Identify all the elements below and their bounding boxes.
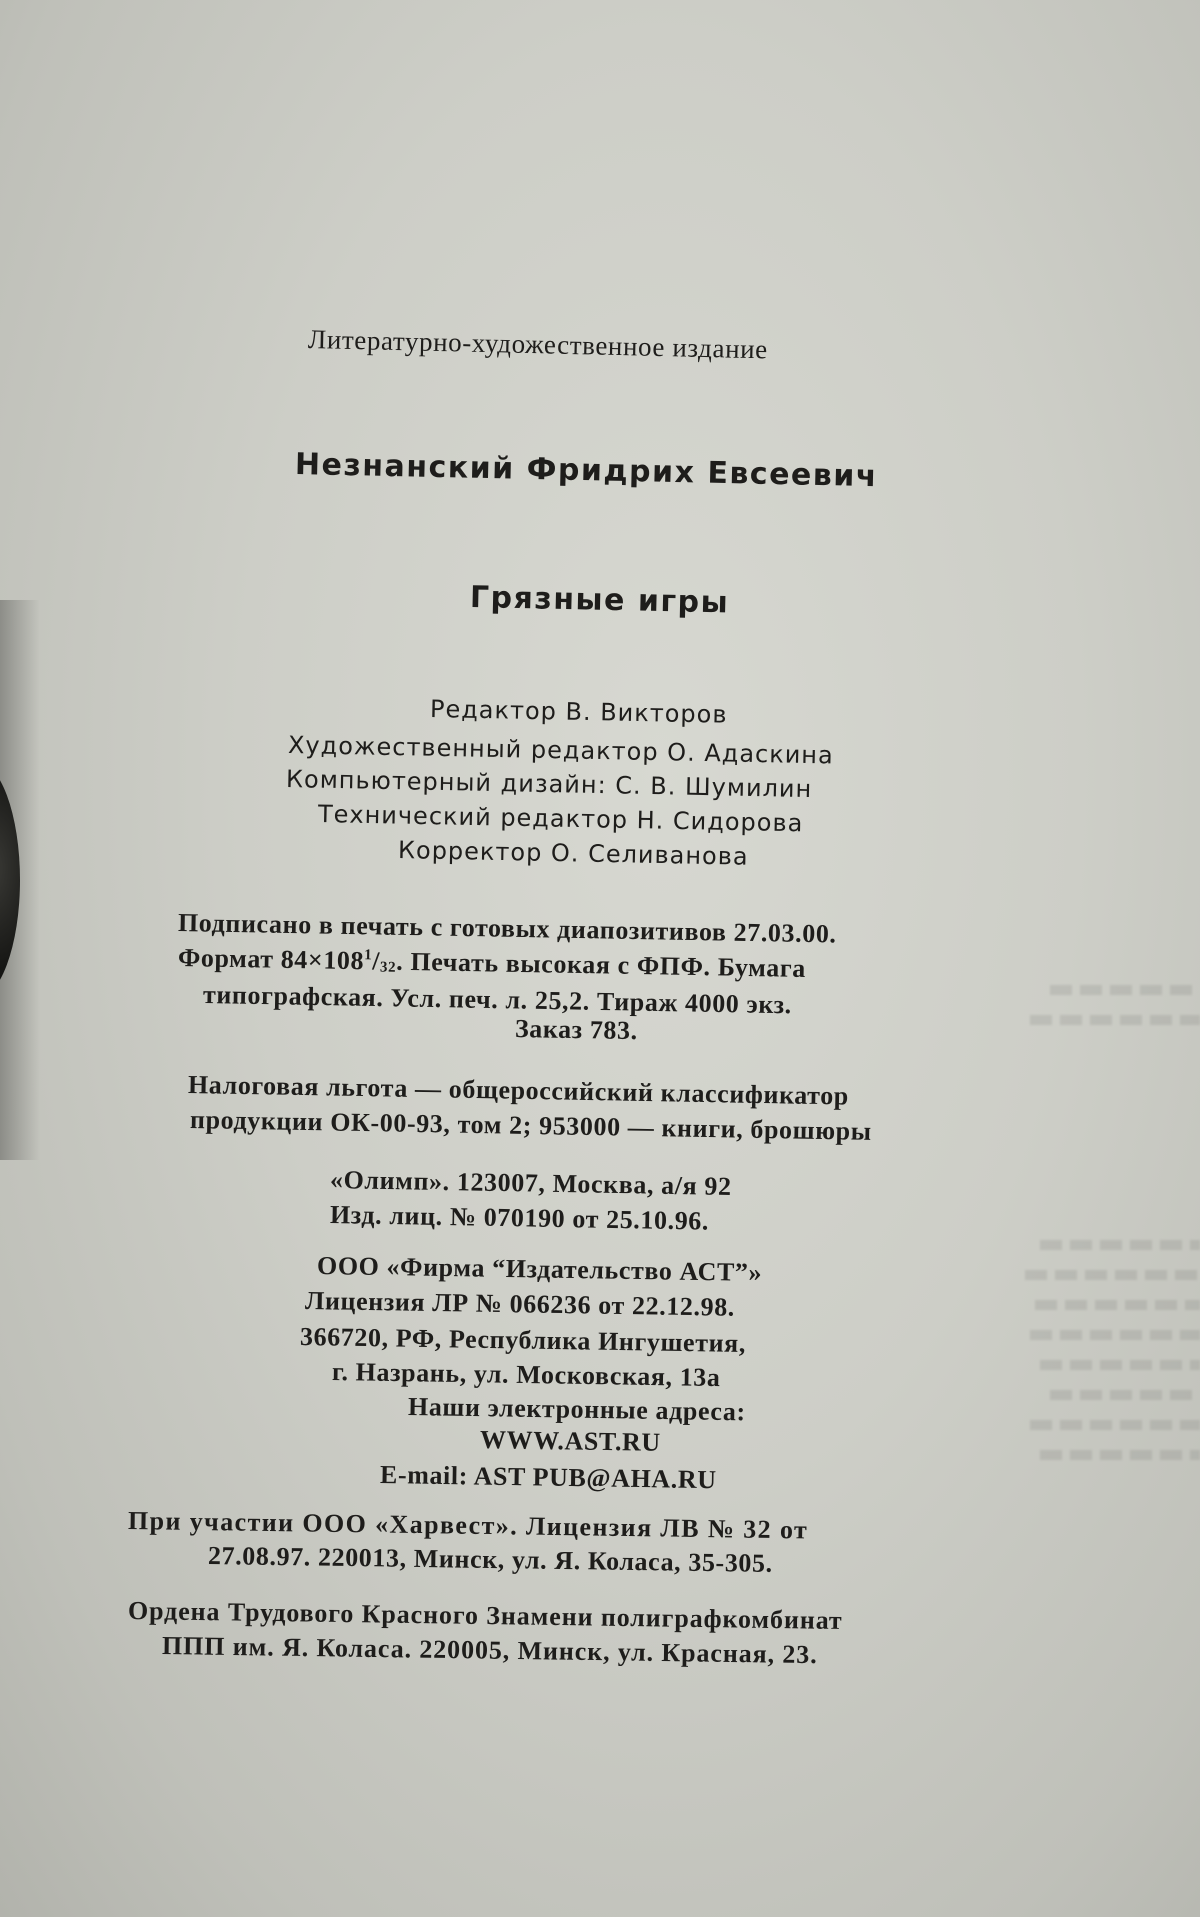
bleed-through — [1025, 1270, 1200, 1280]
print-info-line: типографская. Усл. печ. л. 25,2. Тираж 4000 экз. — [202, 980, 793, 1020]
website-url: WWW.AST.RU — [479, 1425, 662, 1457]
credit-line: Художественный редактор О. Адаскина — [287, 731, 835, 770]
ast-line: ООО «Фирма “Издательство АСТ”» — [316, 1251, 763, 1287]
bleed-through — [1040, 1360, 1200, 1370]
ast-line: Лицензия ЛР № 066236 от 22.12.98. — [304, 1286, 736, 1322]
olymp-line: Изд. лиц. № 070190 от 25.10.96. — [329, 1200, 710, 1236]
bleed-through — [1030, 1015, 1200, 1025]
ast-line: г. Назрань, ул. Московская, 13а — [331, 1357, 721, 1393]
book-title: Грязные игры — [469, 580, 730, 621]
harvest-line: 27.08.97. 220013, Минск, ул. Я. Коласа, 35-305. — [207, 1541, 773, 1578]
olymp-line: «Олимп». 123007, Москва, а/я 92 — [329, 1165, 732, 1202]
bleed-through — [1040, 1240, 1200, 1250]
print-info-line: Заказ 783. — [514, 1014, 639, 1046]
author-name: Незнанский Фридрих Евсеевич — [294, 447, 879, 495]
bleed-through — [1030, 1330, 1200, 1340]
bleed-through — [1035, 1300, 1200, 1310]
ast-line: Наши электронные адреса: — [407, 1392, 746, 1427]
bleed-through — [1040, 1450, 1200, 1460]
credit-line: Технический редактор Н. Сидорова — [317, 800, 804, 838]
credit-line: Компьютерный дизайн: С. В. Шумилин — [285, 765, 813, 804]
tax-line: Налоговая льгота — общероссийский классификатор — [187, 1070, 850, 1111]
print-info-line: Подписано в печать с готовых диапозитивов 27.03.00. — [177, 908, 837, 949]
ast-line: 366720, РФ, Республика Ингушетия, — [299, 1322, 747, 1359]
harvest-line: При участии ООО «Харвест». Лицензия ЛВ № 32 от — [127, 1506, 809, 1545]
print-info-line: Формат $84\times 108^1/_{32}$. Печать высокая с ФПФ. Бумага — [177, 943, 807, 983]
bleed-through — [1050, 1390, 1200, 1400]
tax-line: продукции ОК-00-93, том 2; 953000 — книги, брошюры — [189, 1105, 872, 1146]
credit-line: Корректор О. Селиванова — [397, 836, 749, 871]
printer-line: ППП им. Я. Коласа. 220005, Минск, ул. Красная, 23. — [161, 1631, 818, 1670]
bleed-through — [1030, 1420, 1200, 1430]
edition-type: Литературно-художественное издание — [307, 324, 769, 365]
printer-line: Ордена Трудового Красного Знамени полиграфкомбинат — [127, 1596, 843, 1635]
email-address: E-mail: AST PUB@AHA.RU — [379, 1460, 717, 1495]
credit-line: Редактор В. Викторов — [429, 695, 728, 729]
bleed-through — [1050, 985, 1200, 995]
